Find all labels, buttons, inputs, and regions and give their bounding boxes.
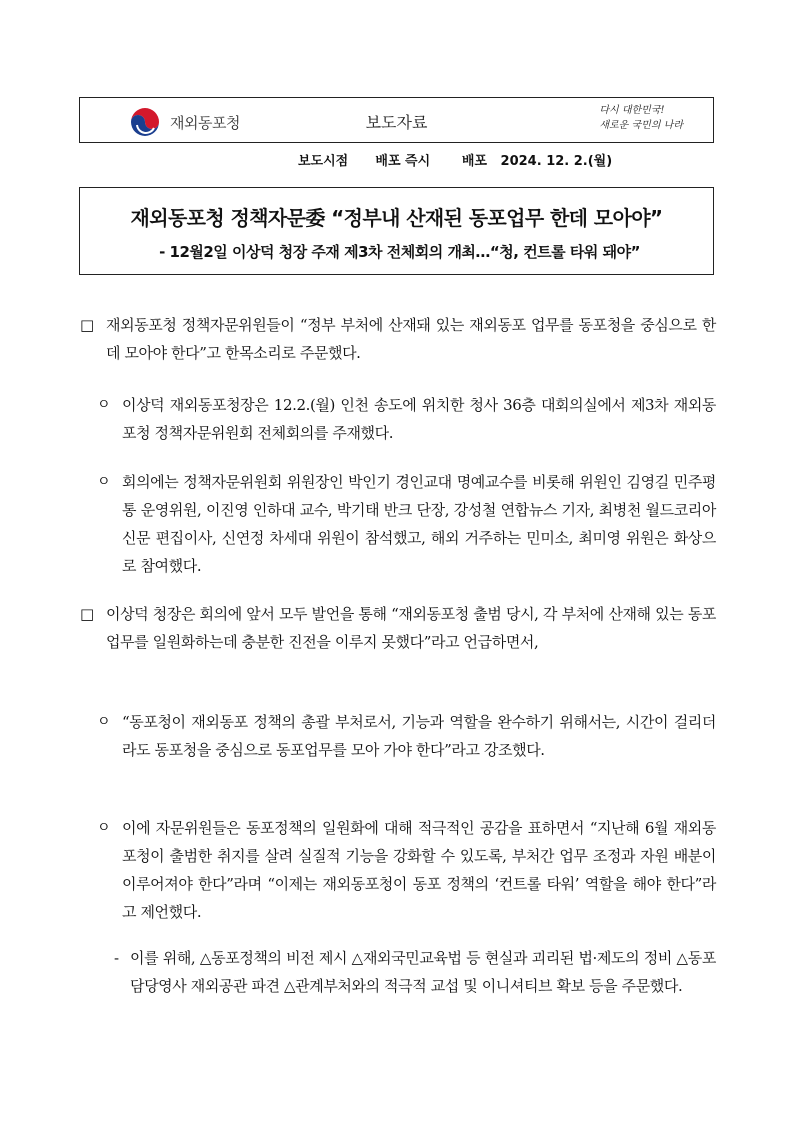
release-date-value: 2024. 12. 2.(월) <box>500 154 613 169</box>
paragraph-1b: 회의에는 정책자문위원회 위원장인 박인기 경인교대 명예교수를 비롯해 위원인 김영길 민주평통 운영위원, 이진영 인하대 교수, 박기태 반크 단장, 강성철 연합뉴스 기자, 최병천 월드코리아 신문 편집이사, 신연정 차세대 위원이 참석했고, 해외 거주하는 민미소, 최미영 위원은 화상으로 참여했다. <box>122 473 716 575</box>
paragraph-2: 이상덕 청장은 회의에 앞서 모두 발언을 통해 “재외동포청 출범 당시, 각 부처에 산재해 있는 동포 업무를 일원화하는데 충분한 진전을 이루지 못했다”라고 언급하면서, <box>106 605 716 651</box>
paragraph-1a: 이상덕 재외동포청장은 12.2.(월) 인천 송도에 위치한 청사 36층 대회의실에서 제3차 재외동포청 정책자문위원회 전체회의를 주재했다. <box>122 396 716 442</box>
circle-bullet: ㅇ <box>97 714 111 730</box>
logo-text: 재외동포청 <box>170 113 240 132</box>
paragraph-2a: “동포청이 재외동포 정책의 총괄 부처로서, 기능과 역할을 완수하기 위해서는, 시간이 걸리더라도 동포청을 중심으로 동포업무를 모아 가야 한다”라고 강조했다. <box>122 713 716 759</box>
slogan-line-2: 새로운 국민의 나라 <box>599 120 683 131</box>
release-date-label: 배포 <box>461 154 487 169</box>
square-bullet: □ <box>80 316 95 334</box>
paragraph-1: 재외동포청 정책자문위원들이 “정부 부처에 산재돼 있는 재외동포 업무를 동포청을 중심으로 한데 모아야 한다”고 한목소리로 주문했다. <box>106 316 716 362</box>
paragraph-2b-dash: 이를 위해, △동포정책의 비전 제시 △재외국민교육법 등 현실과 괴리된 법·제도의 정비 △동포담당영사 재외공관 파견 △관계부처와의 적극적 교섭 및 이니셔티브 확보 등을 주문했다. <box>130 949 716 995</box>
headline-title: 재외동포청 정책자문委 “정부내 산재된 동포업무 한데 모아야” <box>130 206 663 230</box>
paragraph-2b: 이에 자문위원들은 동포정책의 일원화에 대해 적극적인 공감을 표하면서 “지난해 6월 재외동포청이 출범한 취지를 살려 실질적 기능을 강화할 수 있도록, 부처간 업무 조정과 자원 배분이 이루어져야 한다”라며 “이제는 재외동포청이 동포 정책의 ‘컨트롤 타워’ 역할을 해야 한다”라고 제언했다. <box>122 819 716 921</box>
release-time-label: 보도시점 <box>298 154 349 169</box>
release-time-value: 배포 즉시 <box>375 154 431 169</box>
slogan <box>599 103 683 133</box>
slogan-line-1: 다시 대한민국! <box>599 105 665 116</box>
headline-subtitle: - 12월2일 이상덕 청장 주재 제3차 전체회의 개최…“청, 컨트롤 타워 돼야” <box>159 243 640 261</box>
page-title: 보도자료 <box>365 113 428 132</box>
header-box <box>79 97 714 143</box>
release-info <box>298 150 612 169</box>
headline-box <box>79 187 714 275</box>
square-bullet: □ <box>80 605 95 623</box>
circle-bullet: ㅇ <box>97 474 111 490</box>
dash-bullet: - <box>114 949 120 967</box>
circle-bullet: ㅇ <box>97 820 111 836</box>
circle-bullet: ㅇ <box>97 397 111 413</box>
